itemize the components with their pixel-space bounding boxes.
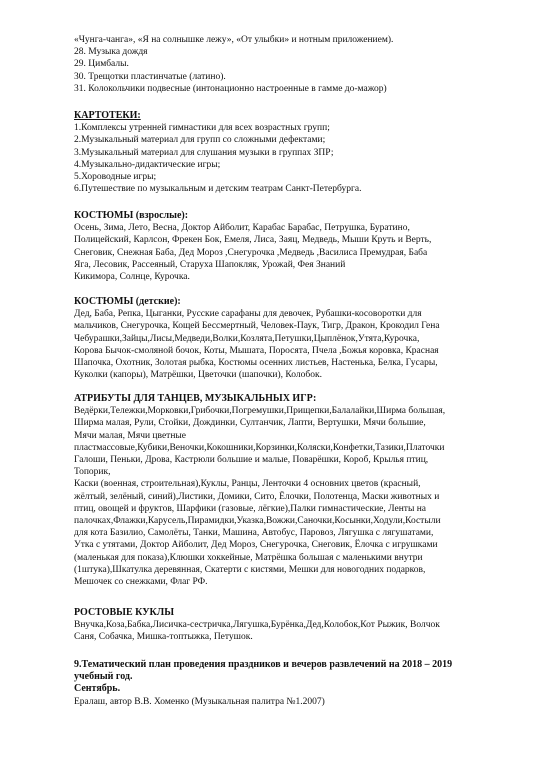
puppets-section	[74, 607, 514, 644]
costumes-kids-line: Дед, Баба, Репка, Цыганки, Русские сарафаны для девочек, Рубашки-косоворотки для	[74, 309, 422, 320]
plan-heading-continued: учебный год.	[74, 671, 133, 683]
plan-entry: Ералаш, автор В.В. Хоменко (Музыкальная палитра №1.2007)	[74, 696, 325, 707]
costumes-adult-line: Снеговик, Снежная Баба, Дед Мороз ,Снегурочка ,Медведь ,Василиса Премудрая, Баба	[74, 247, 428, 258]
attributes-line: жёлтый, зелёный, синий),Листики, Домики, Сито, Ёлочки, Полотенца, Маски животных и	[74, 491, 440, 502]
attributes-line: Мешочек со снежками, Флаг РФ.	[74, 577, 208, 588]
costumes-adult-line: Полицейский, Карлсон, Фрекен Бок, Емеля, Лиса, Заяц, Медведь, Мыши Круть и Верть,	[74, 235, 432, 246]
kartoteki-line: 1.Комплексы утренней гимнастики для всех возрастных групп;	[74, 123, 330, 134]
costumes-adult-heading: КОСТЮМЫ (взрослые):	[74, 210, 189, 221]
intro-line: «Чунга-чанга», «Я на солнышке лежу», «От улыбки» и нотным приложением).	[74, 35, 394, 45]
costumes-adult-line: Осень, Зима, Лето, Весна, Доктор Айболит, Карабас Барабас, Петрушка, Буратино,	[74, 223, 410, 234]
costumes-kids-line: Шапочка, Охотник, Золотая рыбка, Костюмы осенних листьев, Настенька, Белка, Гусары,	[74, 358, 438, 369]
costumes-kids-line: Чебурашки,Зайцы,Лисы,Медведи,Волки,Козлята,Петушки,Цыплёнок,Утята,Курочка,	[74, 333, 420, 344]
costumes-kids-line: мальчиков, Снегурочка, Кощей Бессмертный, Человек-Паук, Тигр, Дракон, Крокодил Гена	[74, 321, 440, 332]
kartoteki-heading: КАРТОТЕКИ:	[74, 110, 141, 121]
costumes-kids-line: Корова Бычок-смоляной бочок, Коты, Мышата, Поросята, Пчела ,Божья коровка, Красная	[74, 345, 439, 356]
puppets-line: Саня, Собачка, Мишка-топтыжка, Петушок.	[74, 632, 253, 643]
intro-line: 31. Колокольчики подвесные (интонационно настроенные в гамме до-мажор)	[74, 83, 387, 94]
attributes-line: Мячи малая, Мячи цветные	[74, 430, 186, 441]
intro-line: 29. Цимбалы.	[74, 59, 129, 70]
costumes-adult-section	[74, 210, 514, 283]
attributes-line: палочках,Флажки,Карусель,Пирамидки,Указка,Вожжи,Саночки,Косынки,Ходули,Костыли	[74, 516, 441, 527]
costumes-adult-line: Кикимора, Солнце, Курочка.	[74, 272, 190, 283]
attributes-line: Каски (военная, строительная),Куклы, Ранцы, Ленточки 4 основних цветов (красный,	[74, 479, 421, 490]
costumes-kids-line: Куколки (капоры), Матрёшки, Цветочки (шапочки), Колобок.	[74, 370, 322, 381]
attributes-line: Топорик,	[74, 467, 111, 478]
costumes-adult-line: Яга, Лесовик, Рассеяный, Старуха Шапокляк, Урожай, Фея Знаний	[74, 259, 346, 270]
attributes-heading: АТРИБУТЫ ДЛЯ ТАНЦЕВ, МУЗЫКАЛЬНЫХ ИГР:	[74, 393, 317, 404]
attributes-section	[74, 393, 514, 588]
kartoteki-line: 6.Путешествие по музыкальным и детским театрам Санкт-Петербурга.	[74, 184, 362, 195]
plan-month: Сентябрь.	[74, 683, 121, 695]
intro-line: 30. Трещотки пластинчатые (латино).	[74, 71, 226, 82]
attributes-line: Галоши, Пеньки, Дрова, Кастрюли большие и малые, Поварёшки, Короб, Крылья птиц,	[74, 455, 429, 466]
intro-list	[74, 34, 514, 95]
kartoteki-line: 5.Хороводные игры;	[74, 172, 157, 183]
puppets-line: Внучка,Коза,Бабка,Лисичка-сестричка,Лягушка,Бурёнка,Дед,Колобок,Кот Рыжик, Волчок	[74, 620, 440, 631]
kartoteki-section	[74, 110, 514, 195]
plan-heading: 9.Тематический план проведения праздников и вечеров развлечений на 2018 – 2019	[74, 659, 453, 670]
attributes-line: (1штука),Шкатулка деревянная, Скатерти с кистями, Мешки для новогодних подарков,	[74, 564, 426, 575]
puppets-heading: РОСТОВЫЕ КУКЛЫ	[74, 607, 175, 618]
attributes-line: птиц, овощей и фруктов, Шарфики (газовые, лёгкие),Палки гимнастические, Ленты на	[74, 503, 427, 514]
costumes-kids-heading: КОСТЮМЫ (детские):	[74, 296, 181, 307]
plan-section	[74, 659, 514, 708]
kartoteki-line: 3.Музыкальный материал для слушания музыки в группах ЗПР;	[74, 147, 334, 158]
kartoteki-line: 4.Музыкально-дидактические игры;	[74, 159, 221, 170]
attributes-line: пластмассовые,Кубики,Веночки,Кокошники,Корзинки,Коляски,Конфетки,Тазики,Платочки	[74, 442, 445, 453]
costumes-kids-section	[74, 296, 514, 381]
kartoteki-line: 2.Музыкальный материал для групп со сложными дефектами;	[74, 135, 326, 146]
attributes-line: Ведёрки,Тележки,Морковки,Грибочки,Погремушки,Прищепки,Балалайки,Ширма большая,	[74, 406, 446, 417]
attributes-line: (маленькая для показа),Клюшки хоккейные, Матрёшка большая с маленькими внутри	[74, 552, 423, 563]
intro-line: 28. Музыка дождя	[74, 47, 148, 58]
attributes-line: для кота Базилио, Самолёты, Танки, Машина, Автобус, Паровоз, Лягушка с лягушатами,	[74, 528, 434, 539]
attributes-line: Ширма малая, Рули, Стойки, Дождинки, Султанчик, Лапти, Вертушки, Мячи большие,	[74, 418, 426, 429]
attributes-line: Утка с утятами, Доктор Айболит, Дед Мороз, Снегурочка, Снеговик, Ёлочка с игрушками	[74, 540, 438, 551]
